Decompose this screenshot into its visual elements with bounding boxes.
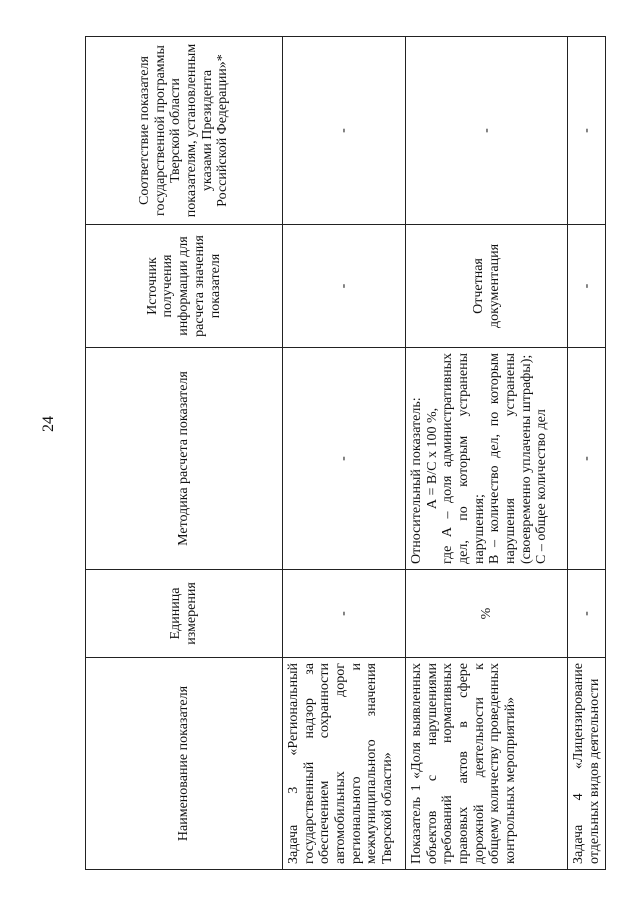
row-name: Показатель 1 «Доля выявленных объектов с нарушениями требований нормативных правовых актов в сфере дорожной деятельности к общему количеству проведенных контрольных мероприятий» — [406, 658, 568, 870]
row-method — [406, 348, 568, 570]
row-name: Задача 3 «Региональный государственный надзор за обеспечением сохранности автомобильных дорог регионального и межмуниципального значения Тверской области» — [283, 658, 406, 870]
header-unit: Единица измерения — [86, 570, 283, 658]
row-compliance: - — [283, 37, 406, 225]
table-row — [568, 37, 606, 870]
method-line: Относительный показатель: — [409, 397, 424, 564]
row-source: - — [283, 225, 406, 348]
method-line: С – общее количество дел — [534, 409, 550, 564]
header-compliance: Соответствие показателя государственной программы Тверской области показателям, установленным указами Президента Российской Федерации»* — [86, 37, 283, 225]
rotated-table-container — [85, 37, 605, 870]
row-source: Отчетная документация — [406, 225, 568, 348]
table-row — [406, 37, 568, 870]
page-number: 24 — [40, 416, 57, 432]
indicators-table — [85, 36, 606, 870]
header-row — [86, 37, 283, 870]
row-compliance: - — [406, 37, 568, 225]
row-unit: - — [283, 570, 406, 658]
row-method: - — [568, 348, 606, 570]
header-source: Источник получения информации для расчета значения показателя — [86, 225, 283, 348]
row-unit: % — [406, 570, 568, 658]
method-formula: А = В/С х 100 %, — [424, 407, 440, 510]
table-row — [283, 37, 406, 870]
row-compliance: - — [568, 37, 606, 225]
header-method: Методика расчета показателя — [86, 348, 283, 570]
row-unit: - — [568, 570, 606, 658]
header-name: Наименование показателя — [86, 658, 283, 870]
row-name: Задача 4 «Лицензирование отдельных видов деятельности — [568, 658, 606, 870]
method-line: В – количество дел, по которым нарушения устранены (своевременно уплачены штрафы); — [487, 353, 534, 564]
method-line: где А – доля административных дел, по которым устранены нарушения; — [440, 353, 487, 564]
row-method: - — [283, 348, 406, 570]
row-source: - — [568, 225, 606, 348]
